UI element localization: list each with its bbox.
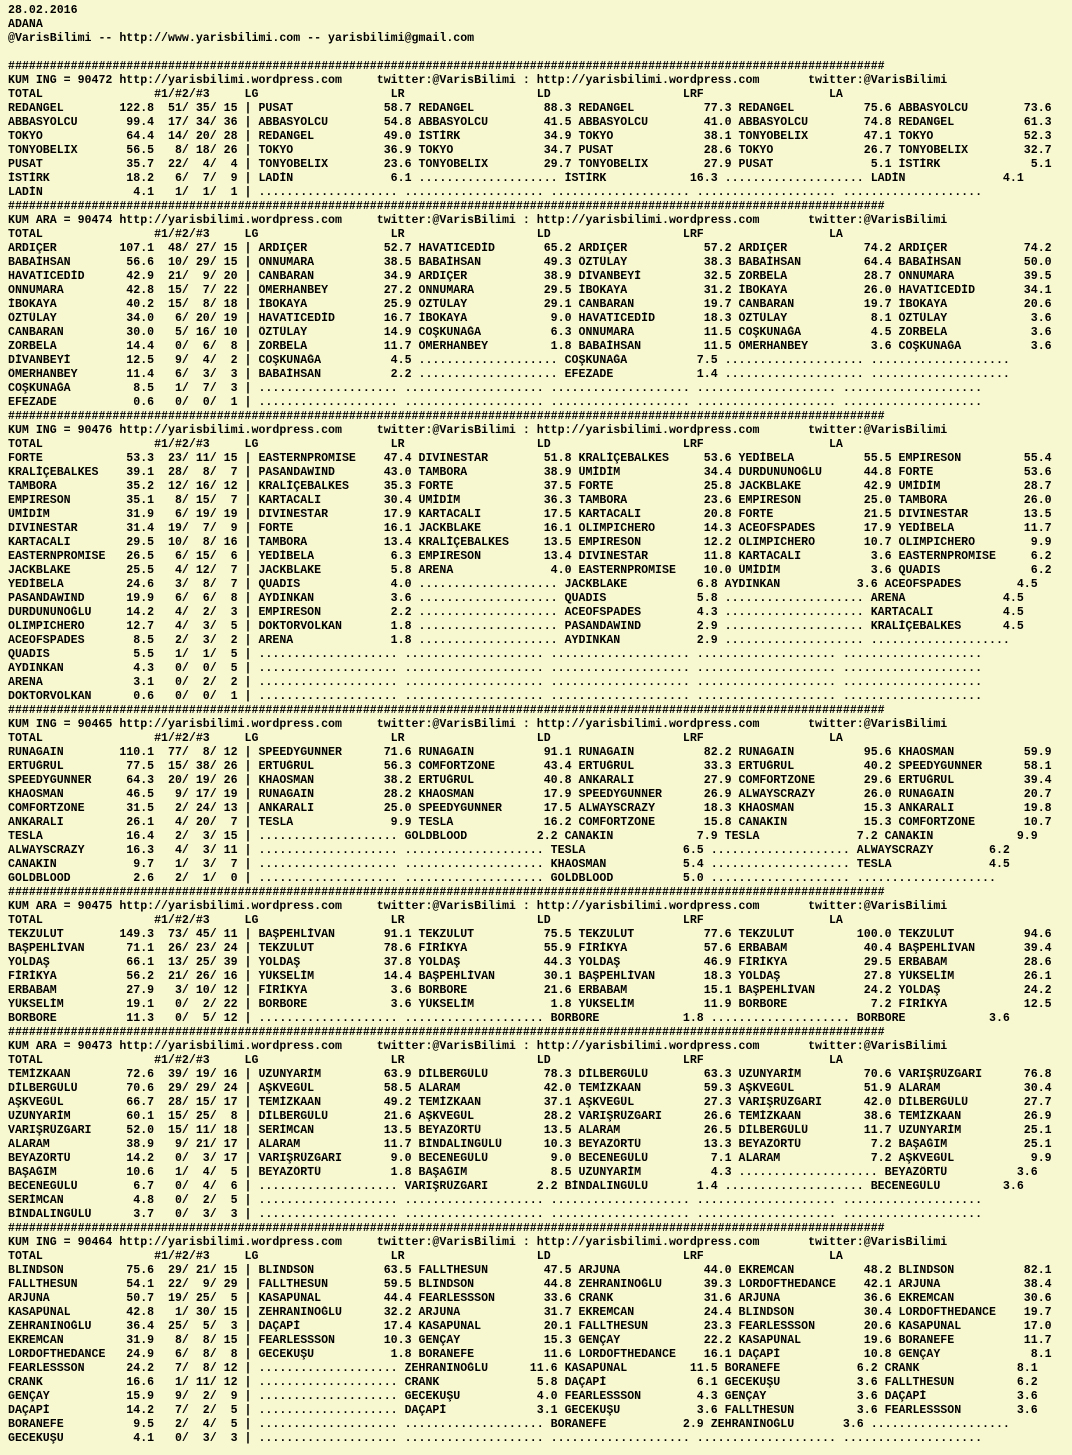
result-row: ARDIÇER 107.1 48/ 27/ 15 | ARDIÇER 52.7 HAVATICEDİD 65.2 ARDIÇER 57.2 ARDIÇER 74.2 ARDIÇER 74.2 [8, 242, 1052, 255]
result-row: CANAKIN 9.7 1/ 3/ 7 | .................... .................... KHAOSMAN 5.4 .................... TESLA 4.5 [8, 858, 1010, 871]
result-row: JACKBLAKE 25.5 4/ 12/ 7 | JACKBLAKE 5.8 ARENA 4.0 EASTERNPROMISE 10.0 ÜMİDİM 3.6 QUADIS 6.2 [8, 564, 1052, 577]
result-row: ERTUĞRUL 77.5 15/ 38/ 26 | ERTUĞRUL 56.3 COMFORTZONE 43.4 ERTUĞRUL 33.3 ERTUĞRUL 40.2 SPEEDYGUNNER 58.1 [8, 760, 1052, 773]
result-row: DIVINESTAR 31.4 19/ 7/ 9 | FORTE 16.1 JACKBLAKE 16.1 OLIMPICHERO 14.3 ACEOFSPADES 17.9 YEDİBELA 11.7 [8, 522, 1052, 535]
separator-line: ############################################################################################################################## [8, 1222, 885, 1235]
column-header-row: TOTAL #1/#2/#3 LG LR LD LRF LA [8, 1054, 843, 1067]
result-row: ONNUMARA 42.8 15/ 7/ 22 | ÖMERHANBEY 27.2 ONNUMARA 29.5 İBOKAYA 31.2 İBOKAYA 26.0 HAVATICEDİD 34.1 [8, 284, 1052, 297]
result-row: BİNDALINGÜLÜ 3.7 0/ 3/ 3 | .................... .................... .................... .................... .................... [8, 1208, 983, 1221]
result-row: DURDUNUNOĞLU 14.2 4/ 2/ 3 | EMPIRESON 2.2 .................... ACEOFSPADES 4.3 .................... KARTACALI 4.5 [8, 606, 1024, 619]
race-block [8, 200, 1068, 410]
result-row: İBOKAYA 40.2 15/ 8/ 18 | İBOKAYA 25.9 ÖZTÜLAY 29.1 CANBARAN 19.7 CANBARAN 19.7 İBOKAYA 20.6 [8, 298, 1052, 311]
result-row: PUSAT 35.7 22/ 4/ 4 | TONYOBELIX 23.6 TONYOBELIX 29.7 TONYOBELIX 27.9 PUSAT 5.1 İSTİRK 5.1 [8, 158, 1052, 171]
result-row: DOKTORVOLKAN 0.6 0/ 0/ 1 | .................... .................... .................... .................... .................... [8, 690, 983, 703]
result-row: TOKYO 64.4 14/ 20/ 28 | REDANGEL 49.0 İSTİRK 34.9 TOKYO 38.1 TONYOBELIX 47.1 TOKYO 52.3 [8, 130, 1052, 143]
column-header-row: TOTAL #1/#2/#3 LG LR LD LRF LA [8, 438, 843, 451]
separator-line: ############################################################################################################################## [8, 1026, 885, 1039]
race-block [8, 410, 1068, 704]
result-row: BORBORE 11.3 0/ 5/ 12 | .................... .................... BORBORE 1.8 .................... BORBORE 3.6 [8, 1012, 1010, 1025]
column-header-row: TOTAL #1/#2/#3 LG LR LD LRF LA [8, 88, 843, 101]
result-row: SPEEDYGUNNER 64.3 20/ 19/ 26 | KHAOSMAN 38.2 ERTUĞRUL 40.8 ANKARALI 27.9 COMFORTZONE 29.6 ERTUĞRUL 39.4 [8, 774, 1052, 787]
result-row: BECENEGÜLÜ 6.7 0/ 4/ 6 | .................... VARIŞRÜZGARI 2.2 BİNDALINGÜLÜ 1.4 .................... BECENEGÜLÜ 3.6 [8, 1180, 1024, 1193]
result-row: COŞKUNAĞA 8.5 1/ 7/ 3 | .................... .................... .................... .................... .................... [8, 382, 983, 395]
race-title: KUM ARA = 90474 http://yarisbilimi.wordpress.com twitter:@VarisBilimi : http://yarisbilimi.wordpress.com twitter:@VarisBilimi [8, 214, 948, 227]
result-row: DİVANBEYİ 12.5 9/ 4/ 2 | COŞKUNAĞA 4.5 .................... COŞKUNAĞA 7.5 .................... .................... [8, 354, 1010, 367]
result-row: AYDINKAN 4.3 0/ 0/ 5 | .................... .................... .................... .................... .................... [8, 662, 983, 675]
result-row: EASTERNPROMISE 26.5 6/ 15/ 6 | YEDİBELA 6.3 EMPIRESON 13.4 DIVINESTAR 11.8 KARTACALI 3.6 EASTERNPROMISE 6.2 [8, 550, 1052, 563]
separator-line: ############################################################################################################################## [8, 886, 885, 899]
blank-line [8, 46, 1068, 60]
result-row: ZORBELA 14.4 0/ 6/ 8 | ZORBELA 11.7 ÖMERHANBEY 1.8 BABAİHSAN 11.5 ÖMERHANBEY 3.6 COŞKUNAĞA 3.6 [8, 340, 1052, 353]
result-row: BAŞAĞIM 10.6 1/ 4/ 5 | BEYAZÖRTÜ 1.8 BAŞAĞIM 8.5 UZUNYARİM 4.3 .................... BEYAZÖRTÜ 3.6 [8, 1166, 1038, 1179]
result-row: KRALİÇEBALKES 39.1 28/ 8/ 7 | PASANDAWIND 43.0 TAMBORA 38.9 ÜMİDİM 34.4 DURDUNUNOĞLU 44.8 FORTE 53.6 [8, 466, 1052, 479]
result-row: KARTACALI 29.5 10/ 8/ 16 | TAMBORA 13.4 KRALİÇEBALKES 13.5 EMPIRESON 12.2 OLIMPICHERO 10.7 OLIMPICHERO 9.9 [8, 536, 1052, 549]
result-row: COMFORTZONE 31.5 2/ 24/ 13 | ANKARALI 25.0 SPEEDYGUNNER 17.5 ALWAYSCRAZY 18.3 KHAOSMAN 15.3 ANKARALI 19.8 [8, 802, 1052, 815]
race-block [8, 60, 1068, 200]
result-row: EKREMCAN 31.9 8/ 8/ 15 | FEARLESSSON 10.3 GENÇAY 15.3 GENÇAY 22.2 KASAPÜNAL 19.6 BORANEFE 11.7 [8, 1334, 1052, 1347]
result-row: ZEHRANINOĞLU 36.4 25/ 5/ 3 | DAÇAPİ 17.4 KASAPÜNAL 20.1 FALLTHESUN 23.3 FEARLESSSON 20.6 KASAPÜNAL 17.0 [8, 1320, 1052, 1333]
result-row: UZUNYARİM 60.1 15/ 25/ 8 | DİLBERGÜLÜ 21.6 AŞKVEGÜL 28.2 VARIŞRÜZGARI 26.6 TEMİZKAAN 38.6 TEMİZKAAN 26.9 [8, 1110, 1052, 1123]
result-row: TEMİZKAAN 72.6 39/ 19/ 16 | UZUNYARİM 63.9 DİLBERGÜLÜ 78.3 DİLBERGÜLÜ 63.3 UZUNYARİM 70.6 VARIŞRÜZGARI 76.8 [8, 1068, 1052, 1081]
separator-line: ############################################################################################################################## [8, 410, 885, 423]
column-header-row: TOTAL #1/#2/#3 LG LR LD LRF LA [8, 914, 843, 927]
result-row: PASANDAWIND 19.9 6/ 6/ 8 | AYDINKAN 3.6 .................... QUADIS 5.8 .................... ARENA 4.5 [8, 592, 1024, 605]
result-row: FEARLESSSON 24.2 7/ 8/ 12 | .................... ZEHRANINOĞLU 11.6 KASAPÜNAL 11.5 BORANEFE 6.2 CRANK 8.1 [8, 1362, 1038, 1375]
result-row: YÜKSELİM 19.1 0/ 2/ 22 | BORBORE 3.6 YÜKSELİM 1.8 YÜKSELİM 11.9 BORBORE 7.2 FİRİKYA 12.5 [8, 998, 1052, 1011]
result-row: DAÇAPİ 14.2 7/ 2/ 5 | .................... DAÇAPİ 3.1 GECEKUŞU 3.6 FALLTHESUN 3.6 FEARLESSSON 3.6 [8, 1404, 1038, 1417]
result-row: KHAOSMAN 46.5 9/ 17/ 19 | RUNAGAIN 28.2 KHAOSMAN 17.9 SPEEDYGUNNER 26.9 ALWAYSCRAZY 26.0 RUNAGAIN 20.7 [8, 788, 1052, 801]
result-row: GOLDBLOOD 2.6 2/ 1/ 0 | .................... .................... GOLDBLOOD 5.0 .................... .................... [8, 872, 996, 885]
result-row: ALARAM 38.9 9/ 21/ 17 | ALARAM 11.7 BİNDALINGÜLÜ 10.3 BEYAZÖRTÜ 13.3 BEYAZÖRTÜ 7.2 BAŞAĞIM 25.1 [8, 1138, 1052, 1151]
race-block [8, 704, 1068, 886]
result-row: EMPIRESON 35.1 8/ 15/ 7 | KARTACALI 30.4 ÜMİDİM 36.3 TAMBORA 23.6 EMPIRESON 25.0 TAMBORA 26.0 [8, 494, 1052, 507]
result-row: YEDİBELA 24.6 3/ 8/ 7 | QUADIS 4.0 .................... JACKBLAKE 6.8 AYDINKAN 3.6 ACEOFSPADES 4.5 [8, 578, 1038, 591]
contact-line: @VarisBilimi -- http://www.yarisbilimi.com -- yarisbilimi@gmail.com [8, 32, 475, 45]
result-row: ÖZTÜLAY 34.0 6/ 20/ 19 | HAVATICEDİD 16.7 İBOKAYA 9.0 HAVATICEDİD 18.3 ÖZTÜLAY 8.1 ÖZTÜLAY 3.6 [8, 312, 1052, 325]
result-row: ANKARALI 26.1 4/ 20/ 7 | TESLA 9.9 TESLA 16.2 COMFORTZONE 15.8 CANAKIN 15.3 COMFORTZONE 10.7 [8, 816, 1052, 829]
results-document [8, 4, 1068, 1446]
date-line: 28.02.2016 [8, 4, 78, 17]
result-row: TEKZULUT 149.3 73/ 45/ 11 | BAŞPEHLİVAN 91.1 TEKZULUT 75.5 TEKZULUT 77.6 TEKZULUT 100.0 TEKZULUT 94.6 [8, 928, 1052, 941]
race-title: KUM ING = 90476 http://yarisbilimi.wordpress.com twitter:@VarisBilimi : http://yarisbilimi.wordpress.com twitter:@VarisBilimi [8, 424, 948, 437]
result-row: SERİMCAN 4.8 0/ 2/ 5 | .................... .................... .................... .................... .................... [8, 1194, 983, 1207]
race-title: KUM ING = 90465 http://yarisbilimi.wordpress.com twitter:@VarisBilimi : http://yarisbilimi.wordpress.com twitter:@VarisBilimi [8, 718, 948, 731]
separator-line: ############################################################################################################################## [8, 60, 885, 73]
race-block [8, 886, 1068, 1026]
result-row: ABBASYOLCU 99.4 17/ 34/ 36 | ABBASYOLCU 54.8 ABBASYOLCU 41.5 ABBASYOLCU 41.0 ABBASYOLCU 74.8 REDANGEL 61.3 [8, 116, 1052, 129]
result-row: EFEZADE 0.6 0/ 0/ 1 | .................... .................... .................... .................... .................... [8, 396, 983, 409]
result-row: GECEKUŞU 4.1 0/ 3/ 3 | .................... .................... .................... .................... .................... [8, 1432, 983, 1445]
result-row: CANBARAN 30.0 5/ 16/ 10 | ÖZTÜLAY 14.9 COŞKUNAĞA 6.3 ONNUMARA 11.5 COŞKUNAĞA 4.5 ZORBELA 3.6 [8, 326, 1052, 339]
result-row: BAŞPEHLİVAN 71.1 26/ 23/ 24 | TEKZULUT 78.6 FİRİKYA 55.9 FİRİKYA 57.6 ERBABAM 40.4 BAŞPEHLİVAN 39.4 [8, 942, 1052, 955]
result-row: QUADIS 5.5 1/ 1/ 5 | .................... .................... .................... .................... .................... [8, 648, 983, 661]
result-row: KASAPÜNAL 42.8 1/ 30/ 15 | ZEHRANINOĞLU 32.2 ARJUNA 31.7 EKREMCAN 24.4 BLINDSON 30.4 LORDOFTHEDANCE 19.7 [8, 1306, 1052, 1319]
result-row: CRANK 16.6 1/ 11/ 12 | .................... CRANK 5.8 DAÇAPİ 6.1 GECEKUŞU 3.6 FALLTHESUN 6.2 [8, 1376, 1038, 1389]
race-block [8, 1026, 1068, 1222]
result-row: ARENA 3.1 0/ 2/ 2 | .................... .................... .................... .................... .................... [8, 676, 983, 689]
result-row: BABAİHSAN 56.6 10/ 29/ 15 | ONNUMARA 38.5 BABAİHSAN 49.3 ÖZTÜLAY 38.3 BABAİHSAN 64.4 BABAİHSAN 50.0 [8, 256, 1052, 269]
race-block [8, 1222, 1068, 1446]
result-row: HAVATICEDİD 42.9 21/ 9/ 20 | CANBARAN 34.9 ARDIÇER 38.9 DİVANBEYİ 32.5 ZORBELA 28.7 ONNUMARA 39.5 [8, 270, 1052, 283]
race-title: KUM ING = 90472 http://yarisbilimi.wordpress.com twitter:@VarisBilimi : http://yarisbilimi.wordpress.com twitter:@VarisBilimi [8, 74, 948, 87]
result-row: BLINDSON 75.6 29/ 21/ 15 | BLINDSON 63.5 FALLTHESUN 47.5 ARJUNA 44.0 EKREMCAN 48.2 BLINDSON 82.1 [8, 1264, 1052, 1277]
result-row: GENÇAY 15.9 9/ 2/ 9 | .................... GECEKUŞU 4.0 FEARLESSSON 4.3 GENÇAY 3.6 DAÇAPİ 3.6 [8, 1390, 1038, 1403]
result-row: İSTİRK 18.2 6/ 7/ 9 | LADİN 6.1 .................... İSTİRK 16.3 .................... LADİN 4.1 [8, 172, 1024, 185]
race-title: KUM ARA = 90473 http://yarisbilimi.wordpress.com twitter:@VarisBilimi : http://yarisbilimi.wordpress.com twitter:@VarisBilimi [8, 1040, 948, 1053]
result-row: FORTE 53.3 23/ 11/ 15 | EASTERNPROMISE 47.4 DIVINESTAR 51.8 KRALİÇEBALKES 53.6 YEDİBELA 55.5 EMPIRESON 55.4 [8, 452, 1052, 465]
result-row: LORDOFTHEDANCE 24.9 6/ 8/ 8 | GECEKUŞU 1.8 BORANEFE 11.6 LORDOFTHEDANCE 16.1 DAÇAPİ 10.8 GENÇAY 8.1 [8, 1348, 1052, 1361]
result-row: ACEOFSPADES 8.5 2/ 3/ 2 | ARENA 1.8 .................... AYDINKAN 2.9 .................... .................... [8, 634, 1010, 647]
result-row: ERBABAM 27.9 3/ 10/ 12 | FİRİKYA 3.6 BORBORE 21.6 ERBABAM 15.1 BAŞPEHLİVAN 24.2 YOLDAŞ 24.2 [8, 984, 1052, 997]
result-row: AŞKVEGÜL 66.7 28/ 15/ 17 | TEMİZKAAN 49.2 TEMİZKAAN 37.1 AŞKVEGÜL 27.3 VARIŞRÜZGARI 42.0 DİLBERGÜLÜ 27.7 [8, 1096, 1052, 1109]
result-row: TAMBORA 35.2 12/ 16/ 12 | KRALİÇEBALKES 35.3 FORTE 37.5 FORTE 25.8 JACKBLAKE 42.9 ÜMİDİM 28.7 [8, 480, 1052, 493]
column-header-row: TOTAL #1/#2/#3 LG LR LD LRF LA [8, 732, 843, 745]
city-line: ADANA [8, 18, 43, 31]
result-row: ALWAYSCRAZY 16.3 4/ 3/ 11 | .................... .................... TESLA 6.5 .................... ALWAYSCRAZY 6.2 [8, 844, 1010, 857]
race-title: KUM ING = 90464 http://yarisbilimi.wordpress.com twitter:@VarisBilimi : http://yarisbilimi.wordpress.com twitter:@VarisBilimi [8, 1236, 948, 1249]
result-row: ARJUNA 50.7 19/ 25/ 5 | KASAPÜNAL 44.4 FEARLESSSON 33.6 CRANK 31.6 ARJUNA 36.6 EKREMCAN 30.6 [8, 1292, 1052, 1305]
result-row: TESLA 16.4 2/ 3/ 15 | .................... GOLDBLOOD 2.2 CANAKIN 7.9 TESLA 7.2 CANAKIN 9.9 [8, 830, 1038, 843]
result-row: RUNAGAIN 110.1 77/ 8/ 12 | SPEEDYGUNNER 71.6 RUNAGAIN 91.1 RUNAGAIN 82.2 RUNAGAIN 95.6 KHAOSMAN 59.9 [8, 746, 1052, 759]
result-row: OLIMPICHERO 12.7 4/ 3/ 5 | DOKTORVOLKAN 1.8 .................... PASANDAWIND 2.9 .................... KRALİÇEBALKES 4.5 [8, 620, 1024, 633]
result-row: FALLTHESUN 54.1 22/ 9/ 29 | FALLTHESUN 59.5 BLINDSON 44.8 ZEHRANINOĞLU 39.3 LORDOFTHEDANCE 42.1 ARJUNA 38.4 [8, 1278, 1052, 1291]
column-header-row: TOTAL #1/#2/#3 LG LR LD LRF LA [8, 1250, 843, 1263]
separator-line: ############################################################################################################################## [8, 704, 885, 717]
race-title: KUM ARA = 90475 http://yarisbilimi.wordpress.com twitter:@VarisBilimi : http://yarisbilimi.wordpress.com twitter:@VarisBilimi [8, 900, 948, 913]
column-header-row: TOTAL #1/#2/#3 LG LR LD LRF LA [8, 228, 843, 241]
races-container [8, 60, 1068, 1446]
result-row: VARIŞRÜZGARI 52.0 15/ 11/ 18 | SERİMCAN 13.5 BEYAZÖRTÜ 13.5 ALARAM 26.5 DİLBERGÜLÜ 11.7 UZUNYARİM 25.1 [8, 1124, 1052, 1137]
result-row: ÜMİDİM 31.9 6/ 19/ 19 | DIVINESTAR 17.9 KARTACALI 17.5 KARTACALI 20.8 FORTE 21.5 DIVINESTAR 13.5 [8, 508, 1052, 521]
result-row: REDANGEL 122.8 51/ 35/ 15 | PUSAT 58.7 REDANGEL 88.3 REDANGEL 77.3 REDANGEL 75.6 ABBASYOLCU 73.6 [8, 102, 1052, 115]
result-row: BEYAZÖRTÜ 14.2 0/ 3/ 17 | VARIŞRÜZGARI 9.0 BECENEGÜLÜ 9.0 BECENEGÜLÜ 7.1 ALARAM 7.2 AŞKVEGÜL 9.9 [8, 1152, 1052, 1165]
result-row: DİLBERGÜLÜ 70.6 29/ 29/ 24 | AŞKVEGÜL 58.5 ALARAM 42.0 TEMİZKAAN 59.3 AŞKVEGÜL 51.9 ALARAM 30.4 [8, 1082, 1052, 1095]
result-row: YOLDAŞ 66.1 13/ 25/ 39 | YOLDAŞ 37.8 YOLDAŞ 44.3 YOLDAŞ 46.9 FİRİKYA 29.5 ERBABAM 28.6 [8, 956, 1052, 969]
result-row: ÖMERHANBEY 11.4 6/ 3/ 3 | BABAİHSAN 2.2 .................... EFEZADE 1.4 .................... .................... [8, 368, 1010, 381]
result-row: LADİN 4.1 1/ 1/ 1 | .................... .................... .................... .................... .................... [8, 186, 983, 199]
separator-line: ############################################################################################################################## [8, 200, 885, 213]
result-row: FİRİKYA 56.2 21/ 26/ 16 | YÜKSELİM 14.4 BAŞPEHLİVAN 30.1 BAŞPEHLİVAN 18.3 YOLDAŞ 27.8 YÜKSELİM 26.1 [8, 970, 1052, 983]
result-row: TONYOBELIX 56.5 8/ 18/ 26 | TOKYO 36.9 TOKYO 34.7 PUSAT 28.6 TOKYO 26.7 TONYOBELIX 32.7 [8, 144, 1052, 157]
result-row: BORANEFE 9.5 2/ 4/ 5 | .................... .................... BORANEFE 2.9 ZEHRANINOĞLU 3.6 .................... [8, 1418, 1010, 1431]
